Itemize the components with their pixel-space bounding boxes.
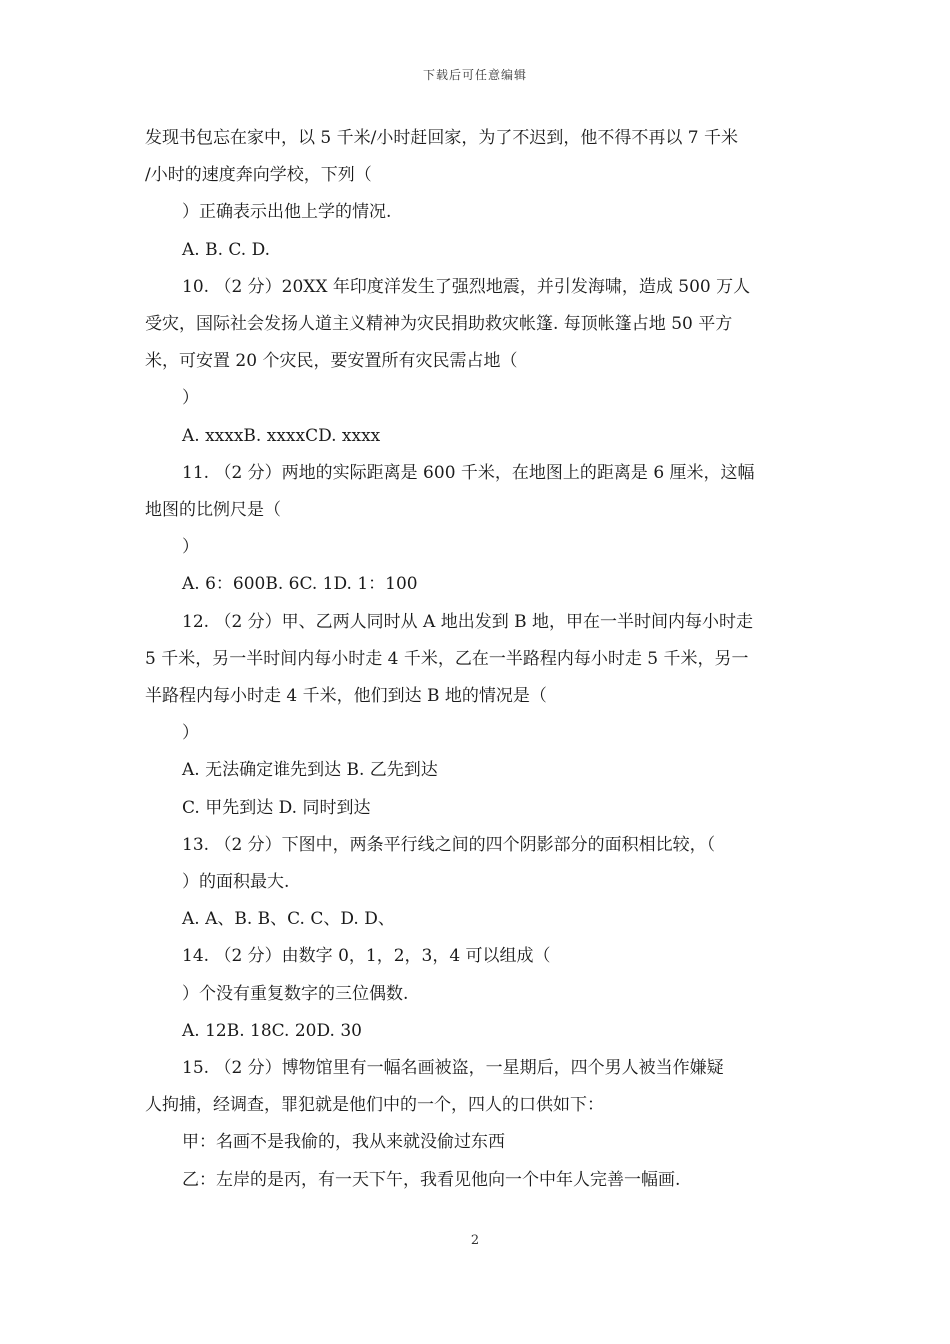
text-line: 地图的比例尺是（ (145, 500, 281, 521)
text-line: ） (182, 388, 199, 409)
testimony-jia: 甲：名画不是我偷的，我从来就没偷过东西 (182, 1132, 505, 1153)
question-10: 10. （2 分）20XX 年印度洋发生了强烈地震，并引发海啸，造成 500 万人 (182, 276, 751, 297)
question-12: 12. （2 分）甲、乙两人同时从 A 地出发到 B 地，甲在一半时间内每小时走 (182, 611, 754, 632)
text-line: 5 千米，另一半时间内每小时走 4 千米，乙在一半路程内每小时走 5 千米，另一 (145, 648, 749, 669)
question-14: 14. （2 分）由数字 0，1，2，3，4 可以组成（ (182, 946, 551, 967)
text-line: 人拘捕，经调查，罪犯就是他们中的一个，四人的口供如下： (145, 1095, 604, 1116)
text-line: 受灾，国际社会发扬人道主义精神为灾民捐助救灾帐篷. 每顶帐篷占地 50 平方 (145, 314, 733, 335)
answer-options: A. 6：600B. 6C. 1D. 1：100 (182, 574, 418, 595)
page-number: 2 (470, 1233, 480, 1248)
question-13: 13. （2 分）下图中，两条平行线之间的四个阴影部分的面积相比较，（ (182, 834, 716, 855)
text-line: 半路程内每小时走 4 千米，他们到达 B 地的情况是（ (145, 686, 547, 707)
answer-options: A. B. C. D. (182, 239, 271, 260)
text-line: ） (182, 537, 199, 558)
answer-options: A. xxxxB. xxxxCD. xxxx (182, 425, 381, 446)
answer-options: A. 12B. 18C. 20D. 30 (182, 1020, 362, 1041)
question-15: 15. （2 分）博物馆里有一幅名画被盗，一星期后，四个男人被当作嫌疑 (182, 1058, 724, 1079)
page-header: 下载后可任意编辑 (422, 68, 527, 82)
answer-options: A. A、B. B、C. C、D. D、 (182, 909, 395, 930)
text-line: ）个没有重复数字的三位偶数. (182, 983, 409, 1004)
answer-options: A. 无法确定谁先到达 B. 乙先到达 (182, 760, 438, 781)
document-body (145, 120, 810, 1199)
text-line: ） (182, 723, 199, 744)
text-line: ）的面积最大. (182, 872, 290, 893)
question-11: 11. （2 分）两地的实际距离是 600 千米，在地图上的距离是 6 厘米，这幅 (182, 462, 755, 483)
testimony-yi: 乙：左岸的是丙，有一天下午，我看见他向一个中年人完善一幅画. (182, 1169, 681, 1190)
text-line: 米，可安置 20 个灾民，要安置所有灾民需占地（ (145, 351, 518, 372)
answer-options: C. 甲先到达 D. 同时到达 (182, 797, 371, 818)
text-line: 发现书包忘在家中，以 5 千米/小时赶回家，为了不迟到，他不得不再以 7 千米 (145, 128, 738, 148)
text-line: ）正确表示出他上学的情况. (182, 202, 392, 223)
text-line: /小时的速度奔向学校，下列（ (145, 165, 372, 186)
